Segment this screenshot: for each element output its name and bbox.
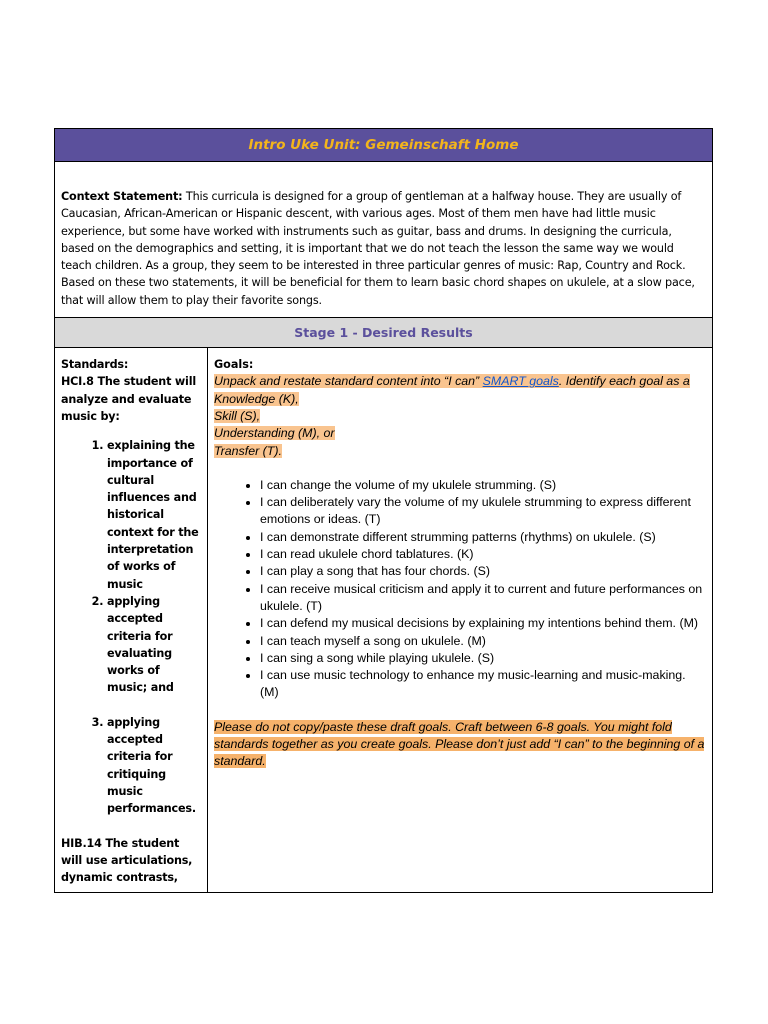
goal-item: • I can use music technology to enhance my music-learning and music-making. (M) — [260, 667, 706, 702]
context-row — [55, 162, 713, 318]
goal-item: • I can read ukulele chord tablatures. (K) — [260, 546, 706, 563]
goal-item: • I can defend my musical decisions by explaining my intentions behind them. (M) — [260, 615, 706, 632]
instructions-transfer: Transfer (T). — [214, 443, 282, 458]
smart-goals-link[interactable]: SMART goals — [482, 374, 559, 389]
results-row — [55, 348, 713, 893]
goal-item: • I can demonstrate different strumming patterns (rhythms) on ukulele. (S) — [260, 529, 706, 546]
standards-label: Standards: — [61, 358, 129, 372]
stage-title: Stage 1 - Desired Results — [294, 324, 473, 340]
goals-list — [214, 477, 706, 702]
unit-title: Intro Uke Unit: Gemeinschaft Home — [248, 137, 519, 153]
goal-item: • I can deliberately vary the volume of my ukulele strumming to express different emotions or ideas. (T) — [260, 494, 706, 529]
goal-item: • I can receive musical criticism and apply it to current and future performances on ukulele. (T) — [260, 581, 706, 616]
standard-hci: HCI.8 The student will analyze and evaluate music by: — [61, 375, 196, 423]
goal-item: • I can teach myself a song on ukulele. (M) — [260, 633, 706, 650]
unit-plan-table — [54, 128, 713, 893]
title-cell — [55, 129, 713, 162]
title-row — [55, 129, 713, 162]
goals-note — [214, 719, 706, 771]
instructions-text: . Identify each goal as a Knowledge (K), — [214, 374, 690, 406]
context-text: This curricula is designed for a group of gentleman at a halfway house. They are usually of Caucasian, African-American or Hispanic descent, with various ages. Most of them men have had little music experience, but some have worked with instruments such as guitar, bass and drums. In designing the curricula, based on the demographics and setting, it is important that we do not teach the lesson the same way we would teach children. As a group, they seem to be interested in three particular genres of music: Rap, Country and Rock. Based on these two statements, it will be beneficial for them to learn basic chord shapes on ukulele, at a slow pace, that will allow them to play their favorite songs. — [61, 190, 695, 307]
context-label: Context Statement: — [61, 190, 183, 203]
goals-label: Goals: — [214, 358, 254, 372]
instructions-understanding: Understanding (M), or — [214, 426, 335, 441]
instructions-skill: Skill (S), — [214, 408, 261, 423]
instructions-text: Unpack and restate standard content into “I can” — [214, 374, 483, 389]
goal-item: • I can play a song that has four chords. (S) — [260, 563, 706, 580]
goals-note-text: Please do not copy/paste these draft goals. Craft between 6-8 goals. You might fold standards together as you create goals. Please don’t just add “I can” to the beginning of a standard. — [214, 719, 705, 769]
context-cell — [55, 162, 713, 318]
standard-item: 1. explaining the importance of cultural influences and historical context for the interpretation of works of music — [107, 437, 201, 593]
standards-cell — [55, 348, 208, 893]
goals-cell — [208, 348, 713, 893]
standard-item: 3. applying accepted criteria for critiquing music performances. — [107, 714, 201, 818]
stage-row — [55, 318, 713, 348]
standard-item: 2. applying accepted criteria for evaluating works of music; and — [107, 593, 201, 697]
stage-cell — [55, 318, 713, 348]
standards-list — [61, 437, 201, 817]
goal-item: • I can change the volume of my ukulele strumming. (S) — [260, 477, 706, 494]
standard-hib: HIB.14 The student will use articulations, dynamic contrasts, — [61, 836, 193, 885]
spacer — [61, 818, 201, 835]
goal-item: • I can sing a song while playing ukulele. (S) — [260, 650, 706, 667]
goals-instructions — [214, 373, 706, 459]
